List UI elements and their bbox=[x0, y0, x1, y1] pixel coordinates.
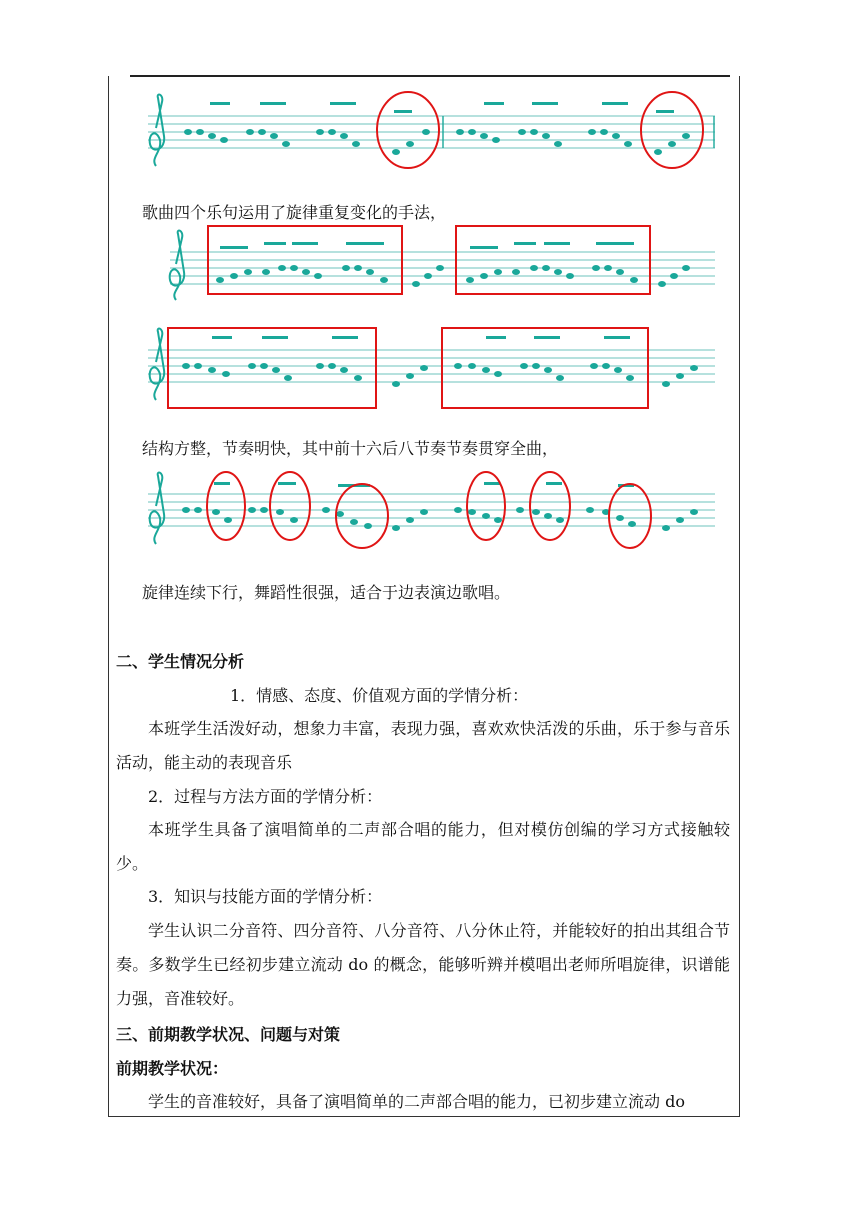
section2-para1: 本班学生活泼好动，想象力丰富，表现力强，喜欢欢快活泼的乐曲，乐于参与音乐活动，能主动的表现音乐 bbox=[116, 719, 730, 772]
annotation-circle bbox=[377, 92, 439, 168]
section2-sub1: 1．情感、态度、价值观方面的学情分析： bbox=[230, 686, 529, 705]
section2-heading: 二、学生情况分析 bbox=[116, 652, 245, 671]
section2-sub3: 3．知识与技能方面的学情分析： bbox=[148, 887, 383, 906]
notes-group bbox=[184, 116, 714, 155]
line-structure: 结构方整，节奏明快，其中前十六后八节奏节奏贯穿全曲， bbox=[142, 439, 559, 458]
score-excerpt-2 bbox=[140, 222, 720, 308]
section3-para: 学生的音准较好，具备了演唱简单的二声部合唱的能力，已初步建立流动 do bbox=[148, 1092, 685, 1111]
score-excerpt-3 bbox=[140, 322, 720, 414]
treble-clef-icon bbox=[170, 231, 185, 300]
score-excerpt-4 bbox=[140, 466, 720, 558]
section2-para2: 本班学生具备了演唱简单的二声部合唱的能力，但对模仿创编的学习方式接触较少。 bbox=[116, 820, 730, 873]
treble-clef-icon bbox=[150, 473, 165, 544]
notes-group bbox=[182, 363, 698, 387]
annotation-circle bbox=[641, 92, 703, 168]
notes-group bbox=[182, 507, 698, 531]
line-melody: 旋律连续下行，舞蹈性很强，适合于边表演边歌唱。 bbox=[142, 583, 511, 602]
section3-heading: 三、前期教学状况、问题与对策 bbox=[116, 1025, 341, 1044]
treble-clef-icon bbox=[150, 95, 165, 166]
section3-subheading: 前期教学状况： bbox=[116, 1059, 229, 1078]
section2-sub2: 2．过程与方法方面的学情分析： bbox=[148, 787, 383, 806]
section2-para3: 学生认识二分音符、四分音符、八分音符、八分休止符，并能较好的拍出其组合节奏。多数学生已经初步建立流动 do 的概念，能够听辨并模唱出老师所唱旋律，识谱能力强，音准较好。 bbox=[116, 921, 730, 1008]
score-excerpt-1 bbox=[140, 88, 720, 178]
line-repetition: 歌曲四个乐句运用了旋律重复变化的手法， bbox=[142, 203, 447, 222]
treble-clef-icon bbox=[150, 329, 165, 400]
